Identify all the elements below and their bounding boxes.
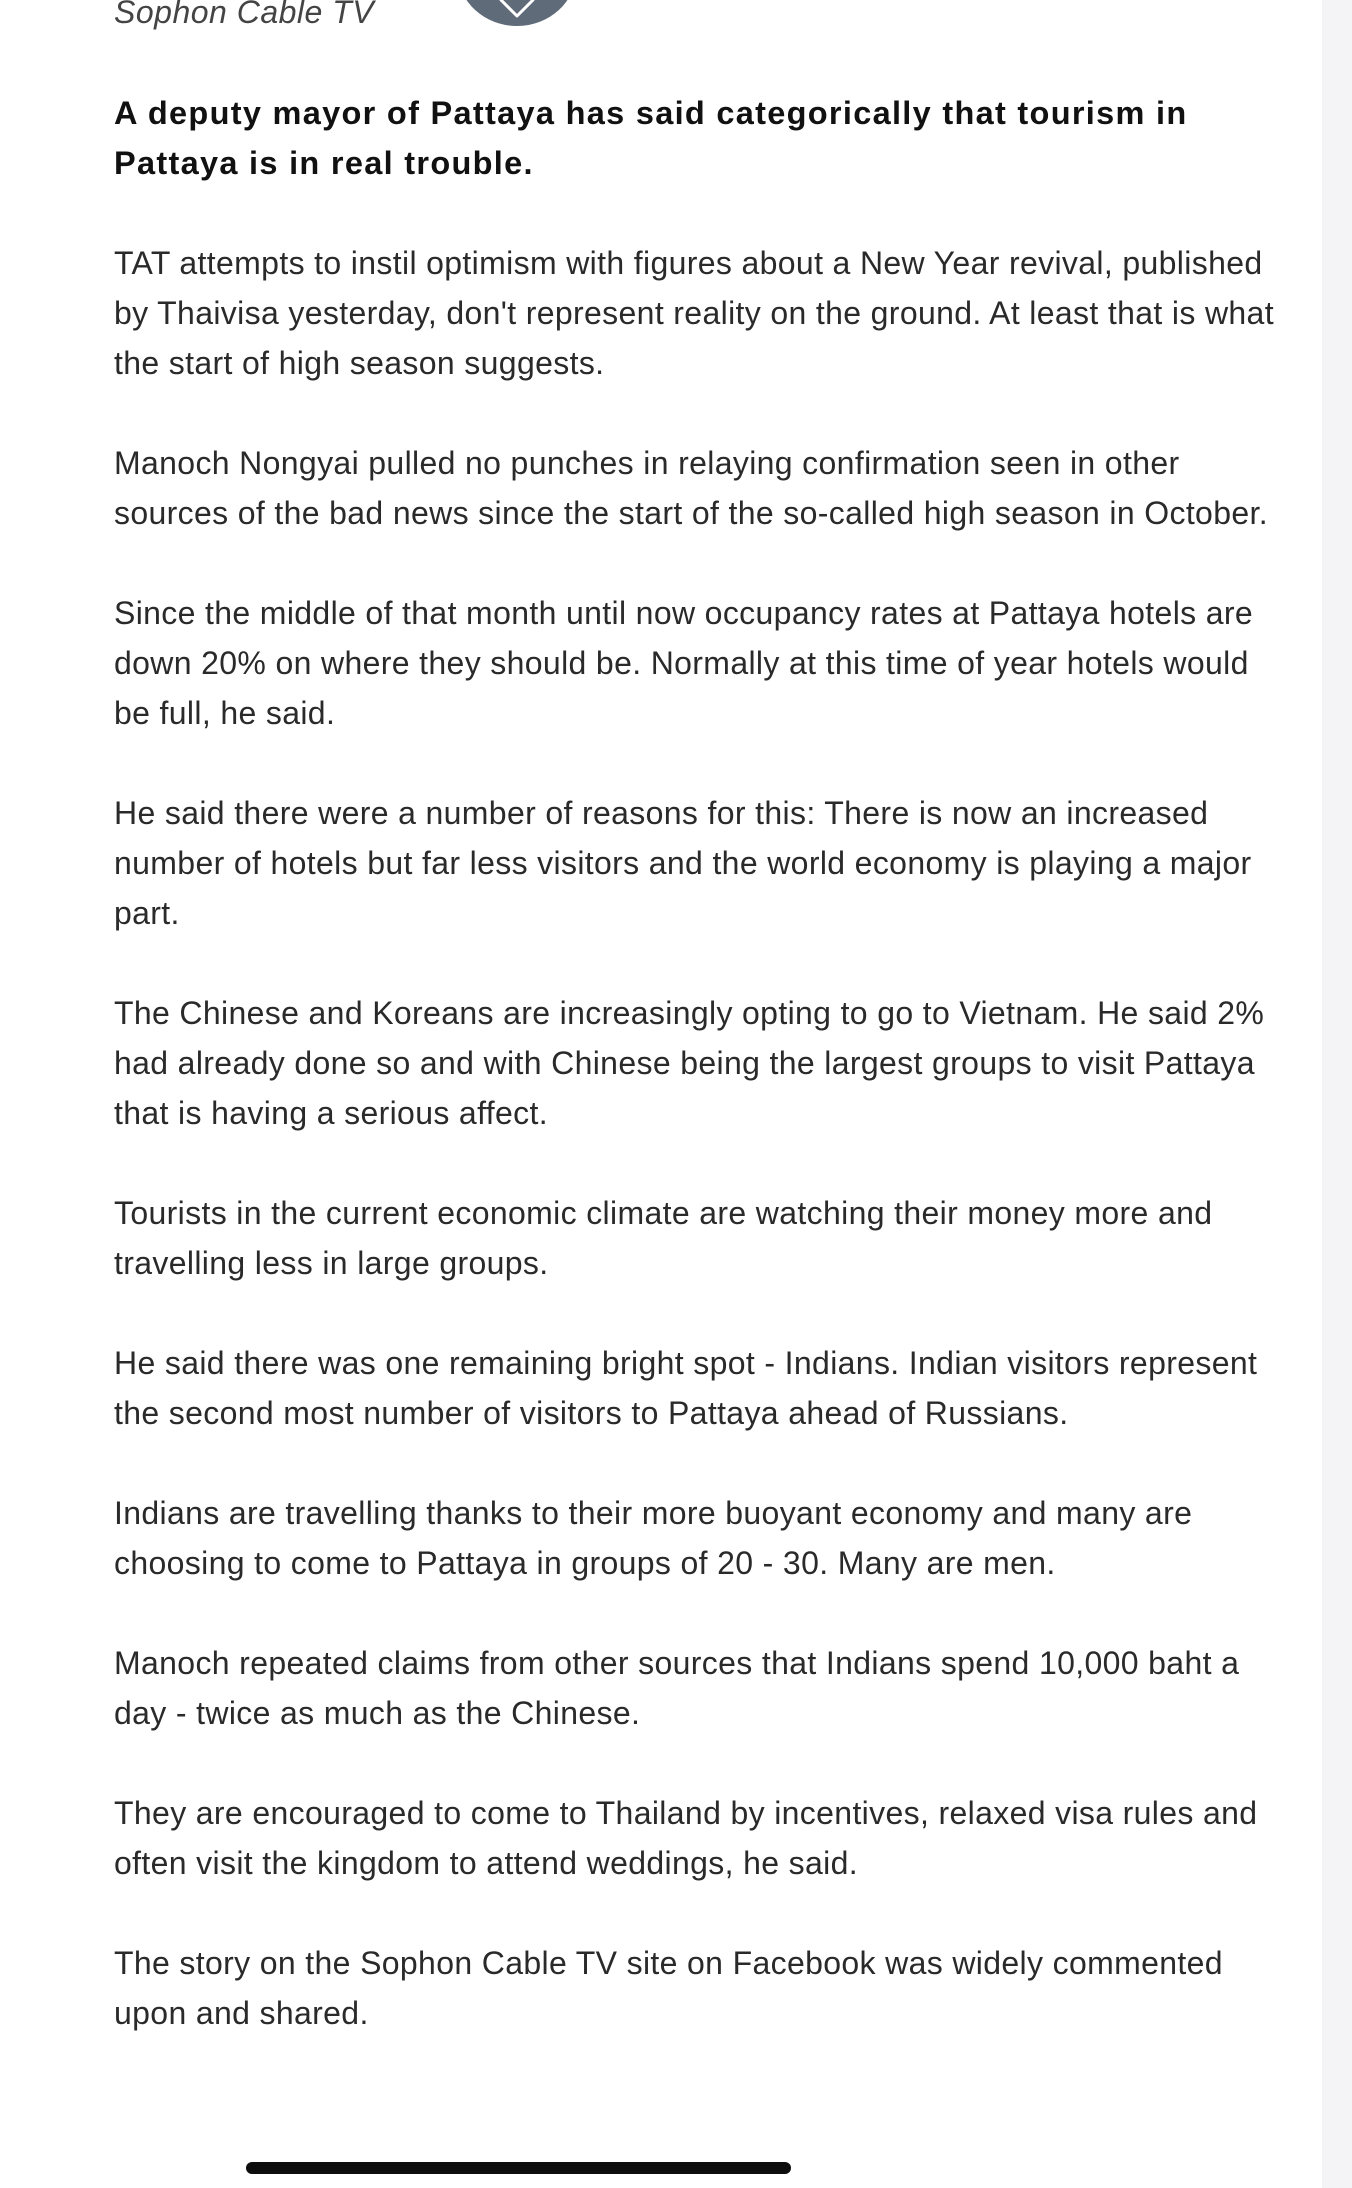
chevron-down-icon <box>497 0 537 20</box>
article-paragraph: He said there was one remaining bright spot - Indians. Indian visitors represent the second most number of visitors to Pattaya ahead of Russians. <box>114 1345 1258 1431</box>
article-paragraph: The story on the Sophon Cable TV site on Facebook was widely commented upon and shared. <box>114 1945 1223 2031</box>
article-paragraph: Manoch Nongyai pulled no punches in relaying confirmation seen in other sources of the bad news since the start of the so-called high season in October. <box>114 445 1268 531</box>
article-paragraph: They are encouraged to come to Thailand by incentives, relaxed visa rules and often visit the kingdom to attend weddings, he said. <box>114 1795 1258 1881</box>
article-paragraph: Manoch repeated claims from other sources that Indians spend 10,000 baht a day - twice as much as the Chinese. <box>114 1645 1240 1731</box>
article-paragraph: TAT attempts to instil optimism with figures about a New Year revival, published by Thaivisa yesterday, don't represent reality on the ground. At least that is what the start of high season suggests. <box>114 245 1274 381</box>
article-body <box>114 88 1294 2038</box>
article-paragraph: The Chinese and Koreans are increasingly opting to go to Vietnam. He said 2% had already done so and with Chinese being the largest groups to visit Pattaya that is having a serious affect. <box>114 995 1265 1131</box>
article-paragraph: Indians are travelling thanks to their more buoyant economy and many are choosing to come to Pattaya in groups of 20 - 30. Many are men. <box>114 1495 1193 1581</box>
right-gutter <box>1322 0 1352 2188</box>
article-lead: A deputy mayor of Pattaya has said categorically that tourism in Pattaya is in real trouble. <box>114 95 1188 181</box>
home-indicator[interactable] <box>246 2162 791 2174</box>
image-source-caption: Sophon Cable TV <box>114 0 375 30</box>
article-paragraph: Tourists in the current economic climate are watching their money more and travelling less in large groups. <box>114 1195 1213 1281</box>
article-paragraph: Since the middle of that month until now occupancy rates at Pattaya hotels are down 20% on where they should be. Normally at this time of year hotels would be full, he said. <box>114 595 1254 731</box>
article-paragraph: He said there were a number of reasons for this: There is now an increased number of hotels but far less visitors and the world economy is playing a major part. <box>114 795 1252 931</box>
scroll-down-button[interactable] <box>458 0 576 26</box>
